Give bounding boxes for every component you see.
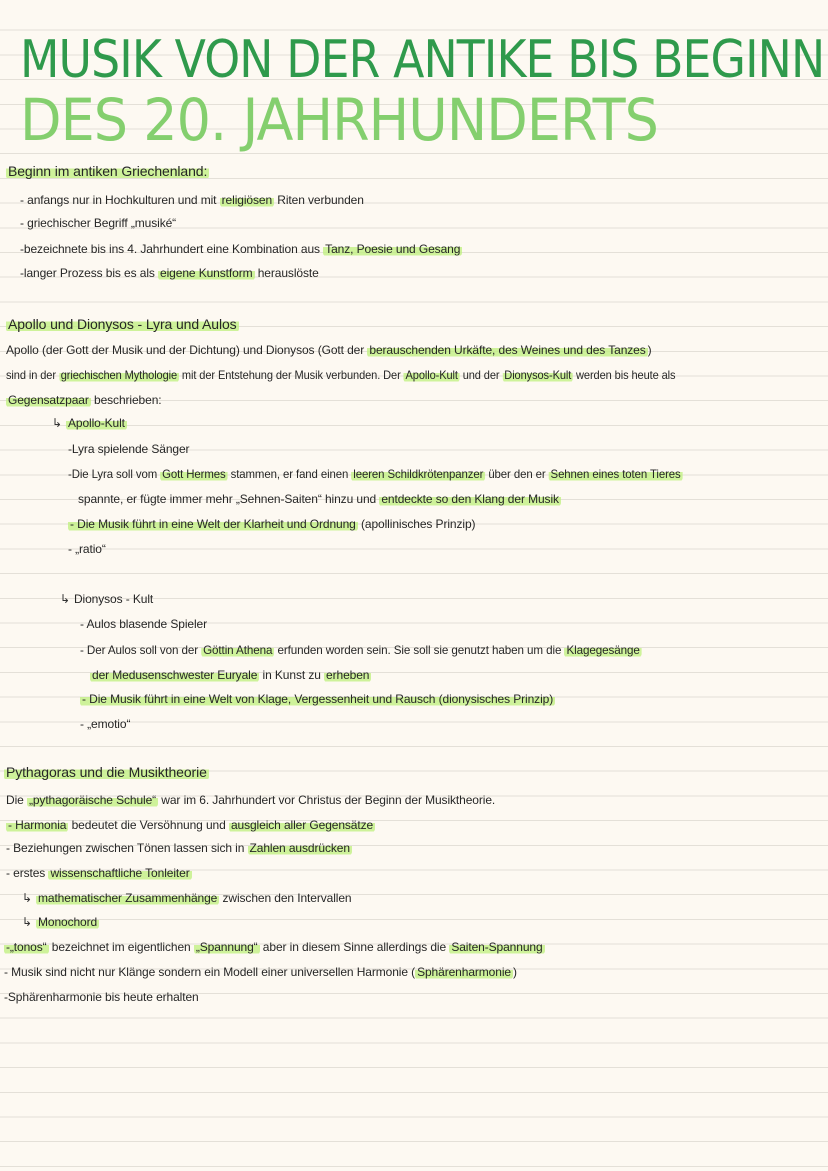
paragraph-line: -Sphärenharmonie bis heute erhalten <box>4 990 199 1004</box>
page-title-line-1: MUSIK VON DER ANTIKE BIS BEGINN <box>20 30 825 90</box>
subheading-apollo-kult: ↳ Apollo-Kult <box>52 416 125 430</box>
section-heading-apollo-dionysos: Apollo und Dionysos - Lyra und Aulos <box>8 316 237 332</box>
paragraph-line: -„tonos“ bezeichnet im eigentlichen „Spannung“ aber in diesem Sinne allerdings die Saiten-Spannung <box>6 940 543 954</box>
bullet-line: - anfangs nur in Hochkulturen und mit religiösen Riten verbunden <box>20 193 364 207</box>
page-title-line-2: DES 20. JAHRHUNDERTS <box>20 86 658 154</box>
list-item: - Die Musik führt in eine Welt der Klarheit und Ordnung (apollinisches Prinzip) <box>70 517 476 531</box>
paragraph-line: sind in der griechischen Mythologie mit der Entstehung der Musik verbunden. Der Apollo-Kult und der Dionysos-Kult werden bis heute als <box>6 368 676 382</box>
sub-bullet: ↳ Monochord <box>22 915 98 929</box>
section-heading-pythagoras: Pythagoras und die Musiktheorie <box>6 764 207 780</box>
return-arrow-icon: ↳ <box>52 416 62 430</box>
list-item: - „emotio“ <box>80 717 131 731</box>
list-item: - „ratio“ <box>68 542 106 556</box>
list-item: - Die Musik führt in eine Welt von Klage, Vergessenheit und Rausch (dionysisches Prinzip) <box>82 692 554 706</box>
bullet-line: -langer Prozess bis es als eigene Kunstform herauslöste <box>20 266 319 280</box>
paragraph-line: Die „pythagoräische Schule“ war im 6. Jahrhundert vor Christus der Beginn der Musiktheorie. <box>6 793 496 807</box>
list-item: -Die Lyra soll vom Gott Hermes stammen, er fand einen leeren Schildkrötenpanzer über den er Sehnen eines toten Tieres <box>68 467 681 481</box>
list-item: -Lyra spielende Sänger <box>68 442 190 456</box>
bullet-line: - griechischer Begriff „musiké“ <box>20 216 177 230</box>
bullet-line: - erstes wissenschaftliche Tonleiter <box>6 866 190 880</box>
section-heading-griechenland: Beginn im antiken Griechenland: <box>8 163 208 179</box>
list-item: spannte, er fügte immer mehr „Sehnen-Saiten“ hinzu und entdeckte so den Klang der Musik <box>78 492 559 506</box>
subheading-dionysos-kult: ↳ Dionysos - Kult <box>60 592 154 606</box>
return-arrow-icon: ↳ <box>22 891 32 905</box>
paragraph-line: Gegensatzpaar beschrieben: <box>8 393 162 407</box>
sub-bullet: ↳ mathematischer Zusammenhänge zwischen den Intervallen <box>22 891 352 905</box>
list-item: - Aulos blasende Spieler <box>80 617 208 631</box>
paragraph-line: Apollo (der Gott der Musik und der Dichtung) und Dionysos (Gott der berauschenden Urkäfte, des Weines und des Tanzes ) <box>6 343 652 357</box>
paragraph-line: - Musik sind nicht nur Klänge sondern ein Modell einer universellen Harmonie ( Sphärenharmonie ) <box>4 965 517 979</box>
bullet-line: - Harmonia bedeutet die Versöhnung und ausgleich aller Gegensätze <box>8 818 374 832</box>
bullet-line: -bezeichnete bis ins 4. Jahrhundert eine Kombination aus Tanz, Poesie und Gesang <box>20 242 461 256</box>
bullet-line: - Beziehungen zwischen Tönen lassen sich in Zahlen ausdrücken <box>6 841 350 855</box>
list-item: der Medusenschwester Euryale in Kunst zu erheben <box>92 668 370 682</box>
list-item: - Der Aulos soll von der Göttin Athena erfunden worden sein. Sie soll sie genutzt haben um die Klagegesänge <box>80 643 640 657</box>
return-arrow-icon: ↳ <box>60 592 70 606</box>
return-arrow-icon: ↳ <box>22 915 32 929</box>
